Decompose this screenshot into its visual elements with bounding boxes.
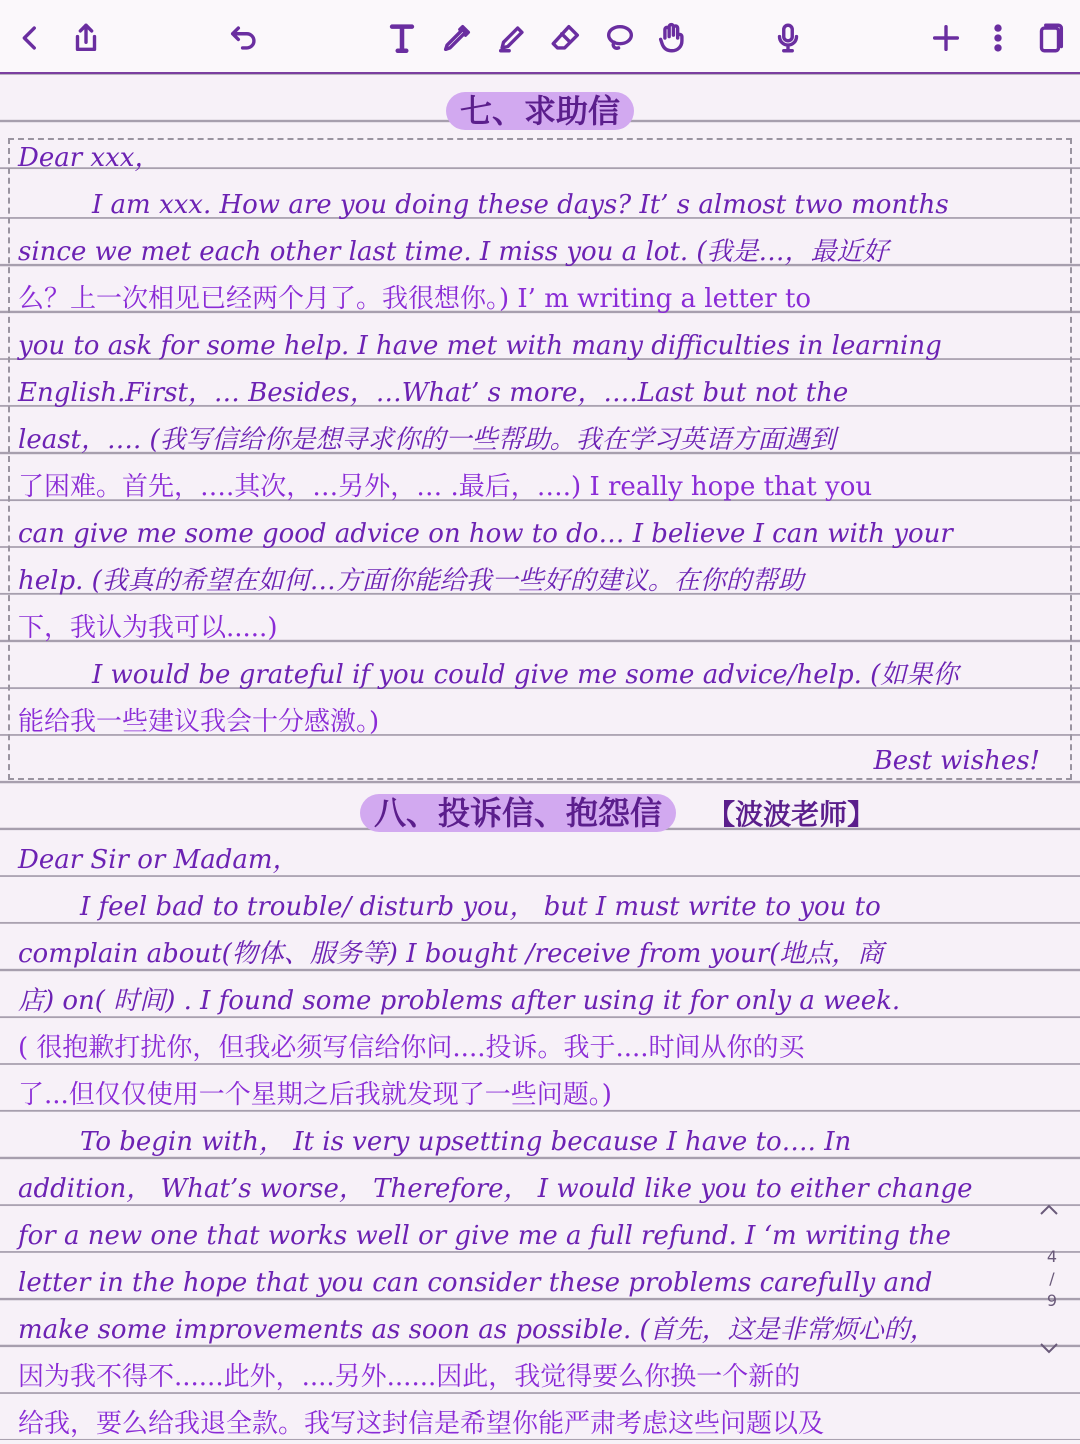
- section-8-line: 因为我不得不......此外，....另外......因此，我觉得要么你换一个新的: [18, 1362, 801, 1392]
- section-7-closing: Best wishes!: [873, 746, 1040, 776]
- eraser-icon[interactable]: [544, 16, 588, 60]
- section-8-line: complain about(物体、服务等) I bought /receive from your(地点，商: [18, 939, 884, 969]
- pen-icon[interactable]: [435, 16, 479, 60]
- section-8-tag: 【波波老师】: [707, 798, 876, 831]
- section-7-line: can give me some good advice on how to do… I believe I can with your: [18, 519, 953, 549]
- section-7-line: English.First，… Besides，…What’ s more，….Last but not the: [18, 378, 849, 408]
- add-icon[interactable]: [924, 16, 968, 60]
- highlighter-icon[interactable]: [490, 16, 534, 60]
- section-7-line: 么？上一次相见已经两个月了。我很想你。) I’ m writing a letter to: [18, 284, 812, 314]
- page-separator: /: [1049, 1269, 1055, 1288]
- section-7-line: I am xxx. How are you doing these days? It’ s almost two months: [92, 190, 949, 220]
- pages-icon[interactable]: [1028, 16, 1072, 60]
- page-up-icon[interactable]: [1038, 1202, 1066, 1222]
- section-8-line: for a new one that works well or give me a full refund. I ‘m writing the: [18, 1221, 951, 1251]
- page-current: 4: [1046, 1247, 1058, 1266]
- section-8-line: To begin with， It is very upsetting because I have to…. In: [80, 1127, 852, 1157]
- hand-icon[interactable]: [650, 16, 694, 60]
- section-7-line: since we met each other last time. I miss you a lot. (我是…，最近好: [18, 237, 889, 267]
- page-indicator: [1038, 1246, 1066, 1312]
- section-7-greeting: Dear xxx，: [18, 143, 161, 173]
- section-8-line: letter in the hope that you can consider these problems carefully and: [18, 1268, 933, 1298]
- microphone-icon[interactable]: [766, 16, 810, 60]
- text-tool-icon[interactable]: [380, 16, 424, 60]
- section-8-line: addition， What’s worse， Therefore， I would like you to either change: [18, 1174, 973, 1204]
- section-8-greeting: Dear Sir or Madam，: [18, 845, 299, 875]
- section-7-line: 下，我认为我可以.....): [18, 613, 278, 643]
- page-total: 9: [1046, 1291, 1058, 1310]
- section-7-line: you to ask for some help. I have met with many difficulties in learning: [18, 331, 942, 361]
- more-icon[interactable]: [976, 16, 1020, 60]
- notebook-page: [0, 74, 1080, 1440]
- section-8-line: 店) on( 时间) . I found some problems after using it for only a week.: [18, 986, 901, 1016]
- section-7-line: I would be grateful if you could give me some advice/help. (如果你: [92, 660, 959, 690]
- undo-icon[interactable]: [222, 16, 266, 60]
- section-8-line: make some improvements as soon as possible. (首先，这是非常烦心的，: [18, 1315, 936, 1345]
- section-7-line: 能给我一些建议我会十分感激。): [18, 707, 380, 737]
- section-8-line: 了...但仅仅使用一个星期之后我就发现了一些问题。): [18, 1080, 612, 1110]
- page-down-icon[interactable]: [1038, 1340, 1066, 1360]
- section-7-line: least，…. (我写信给你是想寻求你的一些帮助。我在学习英语方面遇到: [18, 425, 836, 455]
- section-7-line: 了困难。首先，….其次，…另外，… .最后，….) I really hope that you: [18, 472, 873, 502]
- section-8-line: I feel bad to trouble/ disturb you， but I must write to you to: [80, 892, 881, 922]
- section-7-title: 七、求助信: [0, 86, 1080, 132]
- section-8-line: 给我，要么给我退全款。我写这封信是希望你能严肃考虑这些问题以及: [18, 1409, 825, 1439]
- lasso-icon[interactable]: [598, 16, 642, 60]
- section-8-title: 八、投诉信、抱怨信 【波波老师】: [360, 788, 875, 834]
- section-7-line: help. (我真的希望在如何…方面你能给我一些好的建议。在你的帮助: [18, 566, 804, 596]
- section-8-line: ( 很抱歉打扰你，但我必须写信给你问....投诉。我于....时间从你的买: [18, 1033, 805, 1063]
- toolbar: [0, 0, 1080, 74]
- back-icon[interactable]: [8, 16, 52, 60]
- share-icon[interactable]: [64, 16, 108, 60]
